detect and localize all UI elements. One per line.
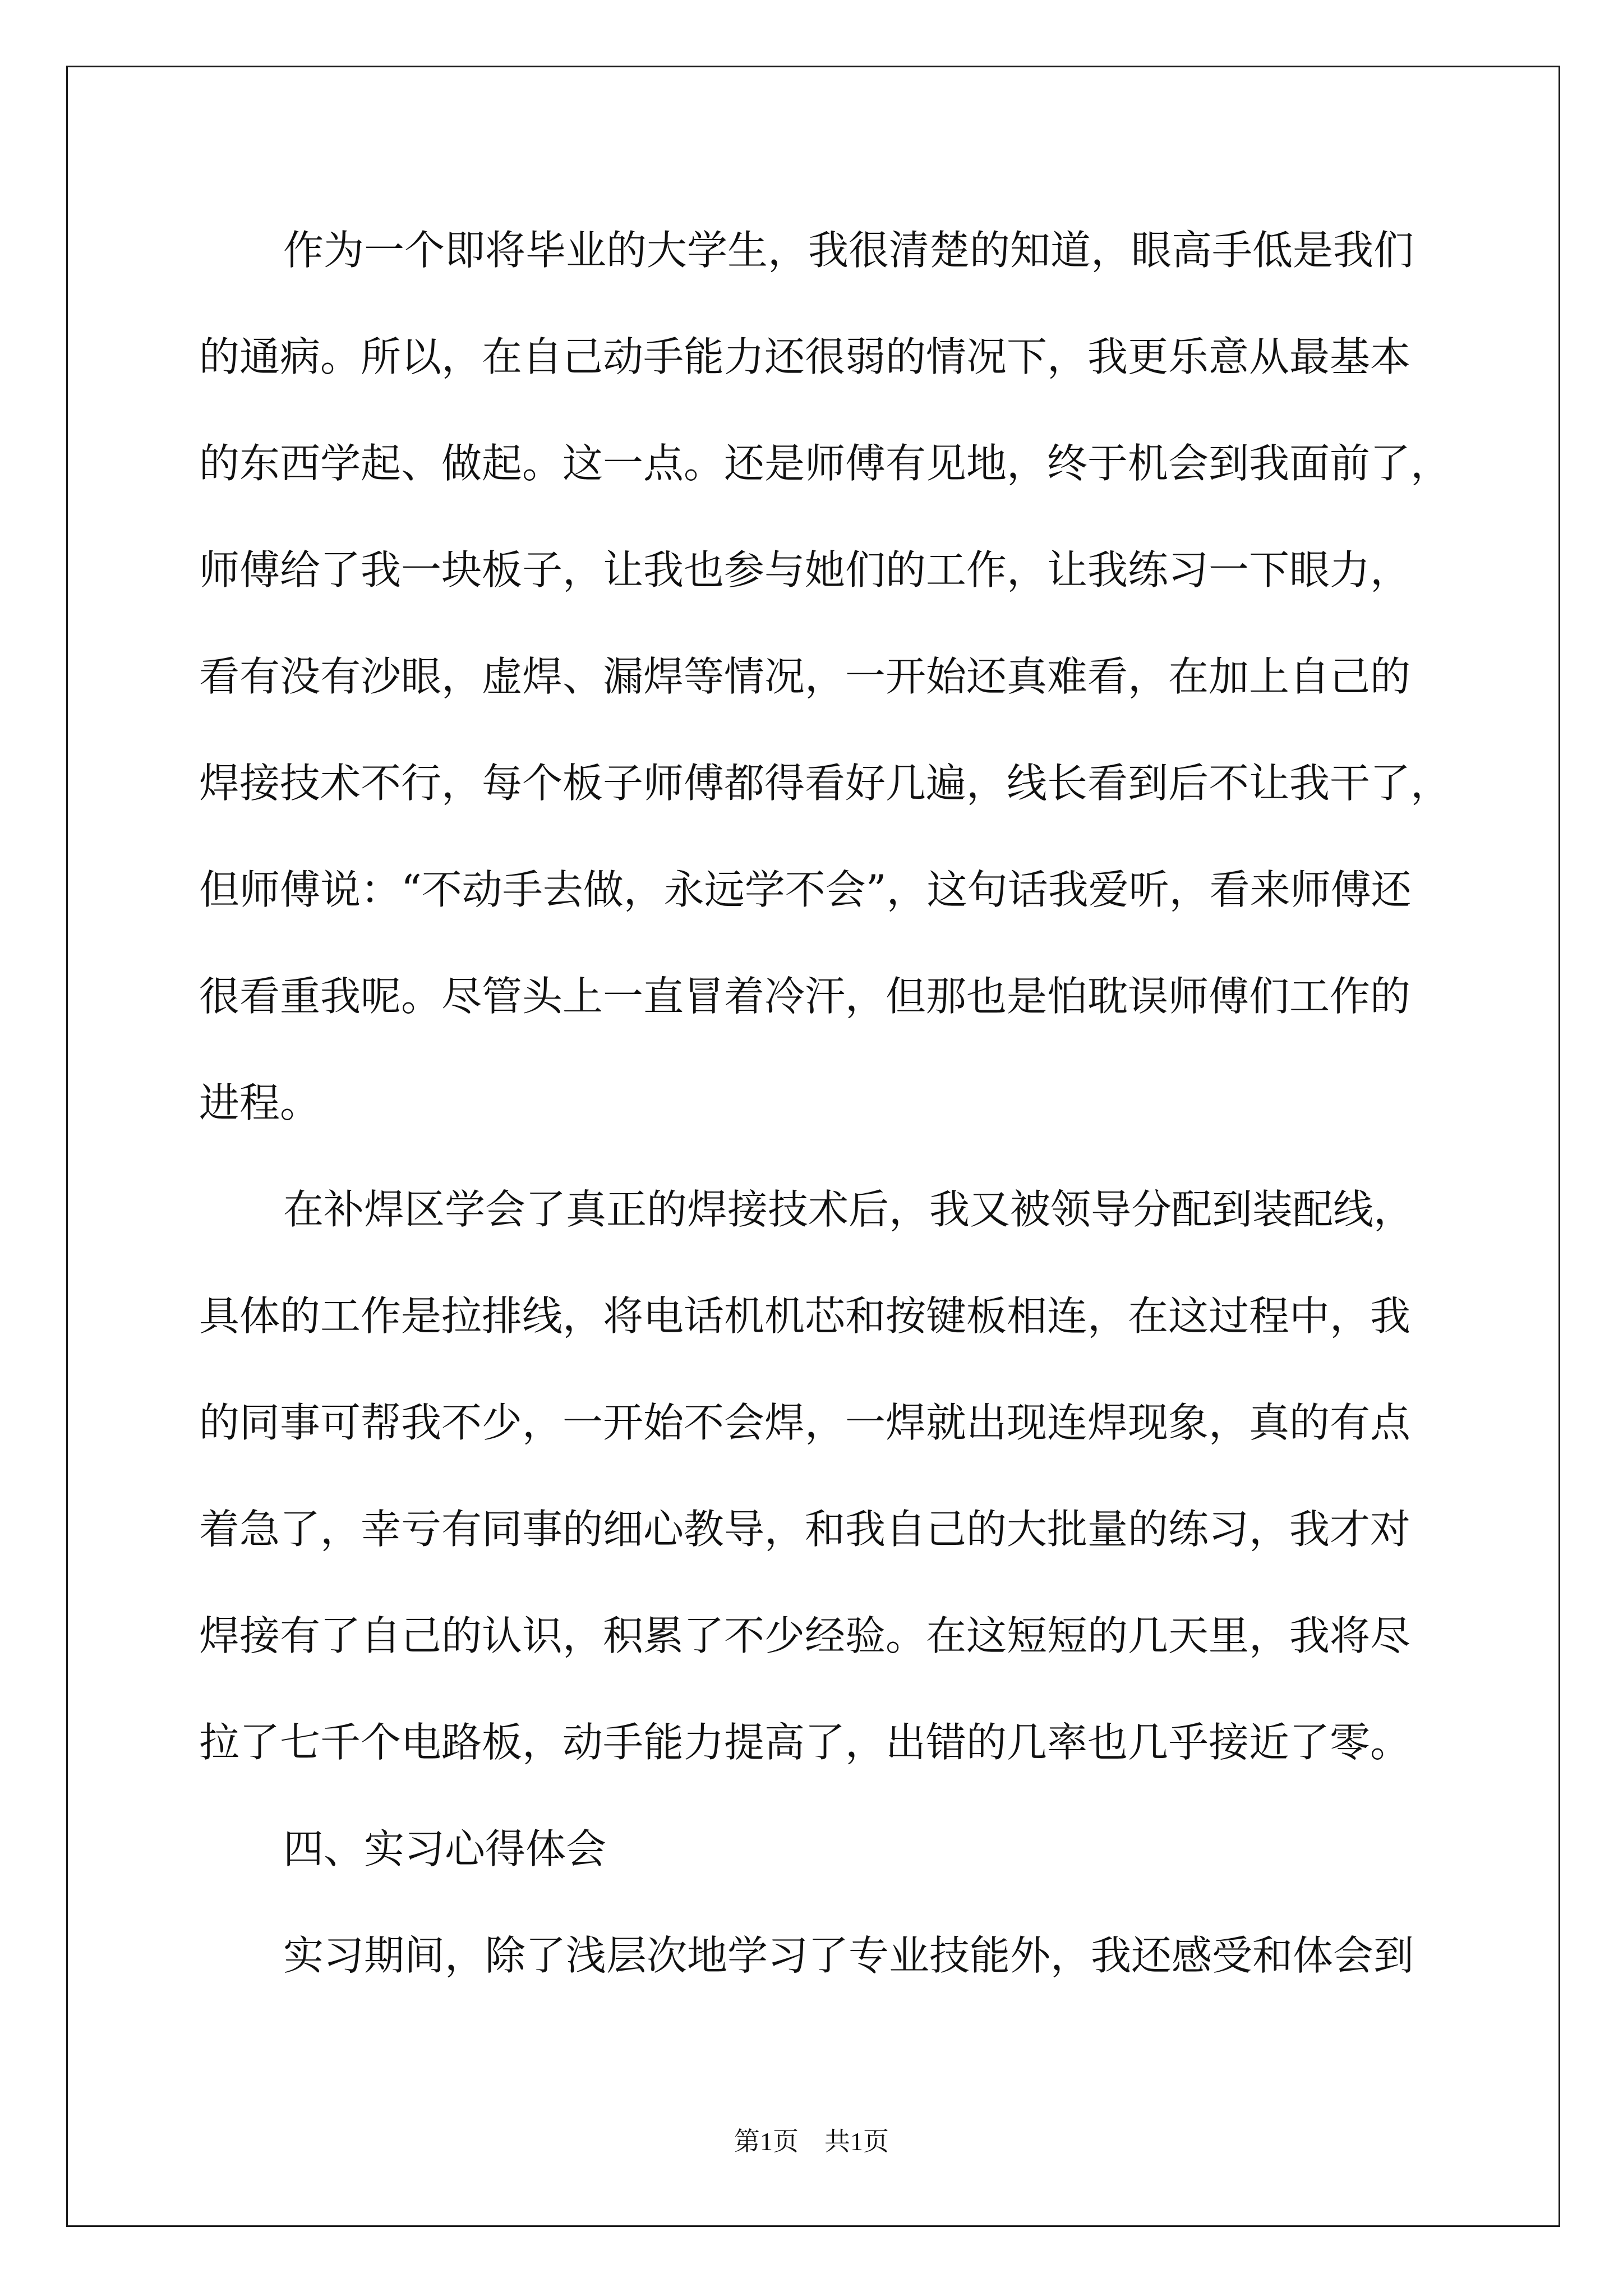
paragraph-line: 的通病。所以，在自己动手能力还很弱的情况下，我更乐意从最基本 [199,333,1411,380]
paragraph-line: 焊接技术不行，每个板子师傅都得看好几遍，线长看到后不让我干了， [199,760,1451,807]
page-total: 共1页 [824,2127,889,2156]
paragraph-line: 看有没有沙眼，虚焊、漏焊等情况，一开始还真难看，在加上自己的 [199,653,1411,700]
paragraph-line: 作为一个即将毕业的大学生，我很清楚的知道，眼高手低是我们 [283,227,1414,274]
paragraph-line: 着急了，幸亏有同事的细心教导，和我自己的大批量的练习，我才对 [199,1506,1411,1553]
page-frame [66,66,1560,2227]
paragraph-line: 师傅给了我一块板子，让我也参与她们的工作，让我练习一下眼力， [199,546,1411,593]
paragraph-line: 但师傅说：“不动手去做，永远学不会”，这句话我爱听，看来师傅还 [199,866,1412,913]
paragraph-line: 很看重我呢。尽管头上一直冒着冷汗，但那也是怕耽误师傅们工作的 [199,973,1411,1020]
paragraph-line: 进程。 [199,1079,321,1126]
paragraph-line: 的东西学起、做起。这一点。还是师傅有见地，终于机会到我面前了， [199,440,1451,487]
section-heading: 四、实习心得体会 [283,1825,607,1872]
paragraph-line: 的同事可帮我不少，一开始不会焊，一焊就出现连焊现象，真的有点 [199,1399,1411,1446]
paragraph-line: 在补焊区学会了真正的焊接技术后，我又被领导分配到装配线， [283,1186,1414,1233]
page-footer [0,2125,1623,2159]
paragraph-line: 实习期间，除了浅层次地学习了专业技能外，我还感受和体会到 [283,1932,1414,1979]
paragraph-line: 具体的工作是拉排线，将电话机机芯和按键板相连，在这过程中，我 [199,1292,1411,1340]
paragraph-line: 拉了七千个电路板，动手能力提高了，出错的几率也几乎接近了零。 [199,1719,1411,1766]
page-number: 第1页 [734,2127,799,2156]
paragraph-line: 焊接有了自己的认识，积累了不少经验。在这短短的几天里，我将尽 [199,1612,1411,1659]
